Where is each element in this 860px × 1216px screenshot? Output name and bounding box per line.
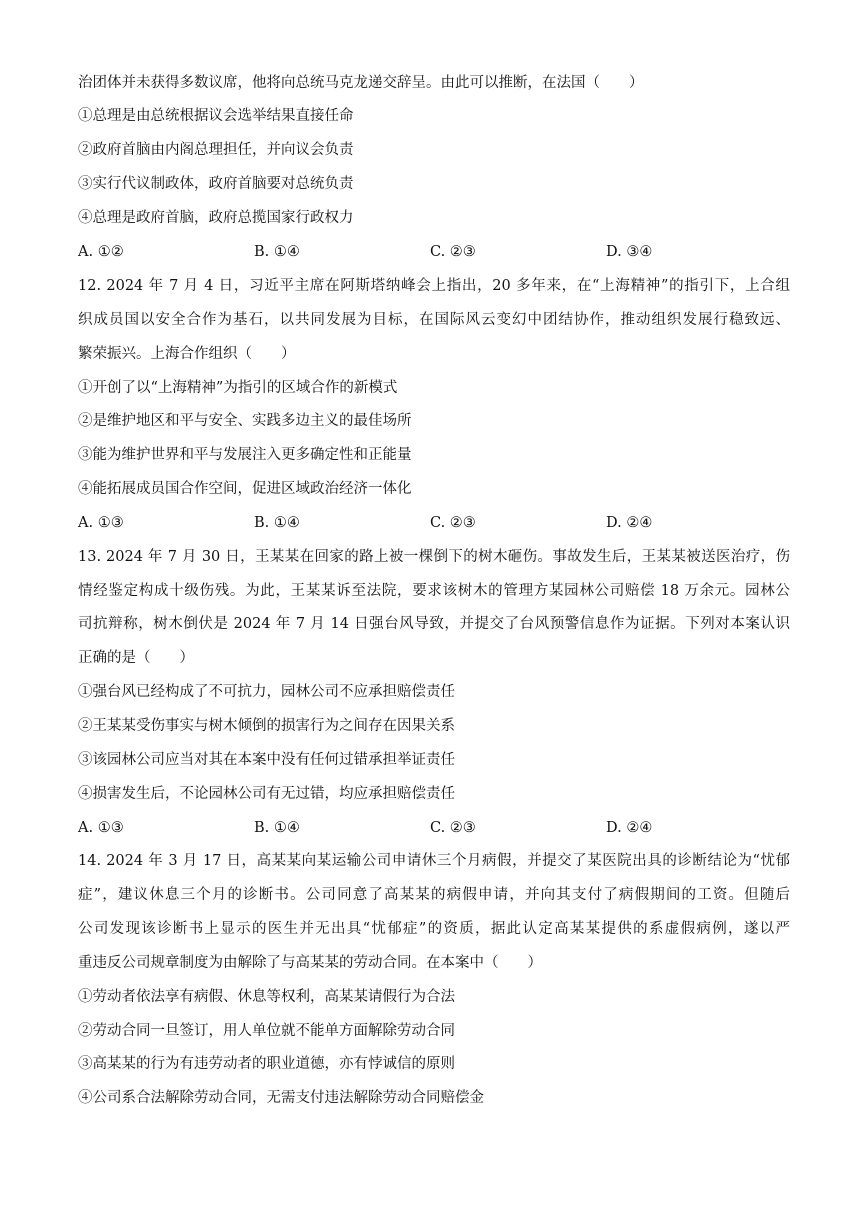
q11-statement-1: ①总理是由总统根据议会选举结果直接任命	[78, 108, 354, 124]
q11-option-c: C. ②③	[430, 244, 476, 260]
q12-statement-3: ③能为维护世界和平与发展注入更多确定性和正能量	[78, 447, 412, 463]
q11-statement-2: ②政府首脑由内阁总理担任，并向议会负责	[78, 142, 354, 158]
q12-option-d: D. ②④	[606, 515, 653, 531]
q11-option-b: B. ①④	[254, 244, 300, 260]
q14-stem-line-1: 14. 2024 年 3 月 17 日，高某某向某运输公司申请休三个月病假，并提交了某医院出具的诊断结论为“忧郁	[78, 853, 790, 869]
q13-option-b: B. ①④	[254, 820, 300, 836]
q14-stem-line-2: 症”，建议休息三个月的诊断书。公司同意了高某某的病假申请，并向其支付了病假期间的工资。但随后	[78, 887, 790, 903]
q12-stem-line-2: 织成员国以安全合作为基石，以共同发展为目标，在国际风云变幻中团结协作，推动组织发展行稳致远、	[78, 312, 790, 328]
q13-option-c: C. ②③	[430, 820, 476, 836]
q13-statement-4: ④损害发生后，不论园林公司有无过错，均应承担赔偿责任	[78, 786, 455, 802]
q13-statement-1: ①强台风已经构成了不可抗力，园林公司不应承担赔偿责任	[78, 684, 455, 700]
q14-statement-2: ②劳动合同一旦签订，用人单位就不能单方面解除劳动合同	[78, 1023, 455, 1039]
q14-stem-line-3: 公司发现该诊断书上显示的医生并无出具“忧郁症”的资质，据此认定高某某提供的系虚假病例，遂以严	[78, 921, 790, 937]
q12-statement-1: ①开创了以“上海精神”为指引的区域合作的新模式	[78, 380, 398, 396]
q14-statement-3: ③高某某的行为有违劳动者的职业道德，亦有悖诚信的原则	[78, 1056, 455, 1072]
q11-statement-3: ③实行代议制政体，政府首脑要对总统负责	[78, 176, 354, 192]
q11-stem: 治团体并未获得多数议席，他将向总统马克龙递交辞呈。由此可以推断，在法国（ ）	[78, 75, 644, 91]
q13-statement-3: ③该园林公司应当对其在本案中没有任何过错承担举证责任	[78, 752, 455, 768]
q14-statement-1: ①劳动者依法享有病假、休息等权利，高某某请假行为合法	[78, 989, 455, 1005]
q11-option-d: D. ③④	[606, 244, 653, 260]
q11-statement-4: ④总理是政府首脑，政府总揽国家行政权力	[78, 210, 354, 226]
q12-option-a: A. ①③	[78, 515, 124, 531]
q13-stem-line-2: 情经鉴定构成十级伤残。为此，王某某诉至法院，要求该树木的管理方某园林公司赔偿 18 万余元。园林公	[78, 583, 790, 599]
q12-option-b: B. ①④	[254, 515, 300, 531]
q13-option-a: A. ①③	[78, 820, 124, 836]
q13-statement-2: ②王某某受伤事实与树木倾倒的损害行为之间存在因果关系	[78, 718, 455, 734]
q12-stem-line-1: 12. 2024 年 7 月 4 日，习近平主席在阿斯塔纳峰会上指出，20 多年来，在“上海精神”的指引下，上合组	[78, 278, 790, 294]
q13-stem-line-3: 司抗辩称，树木倒伏是 2024 年 7 月 14 日强台风导致，并提交了台风预警信息作为证据。下列对本案认识	[78, 616, 790, 632]
q12-stem-line-3: 繁荣振兴。上海合作组织（ ）	[78, 346, 296, 362]
q14-stem-line-4: 重违反公司规章制度为由解除了与高某某的劳动合同。在本案中（ ）	[78, 955, 542, 971]
q13-stem-line-1: 13. 2024 年 7 月 30 日，王某某在回家的路上被一棵倒下的树木砸伤。事故发生后，王某某被送医治疗，伤	[78, 549, 790, 565]
q13-option-d: D. ②④	[606, 820, 653, 836]
q12-statement-4: ④能拓展成员国合作空间，促进区域政治经济一体化	[78, 481, 412, 497]
q12-option-c: C. ②③	[430, 515, 476, 531]
q13-stem-line-4: 正确的是（ ）	[78, 650, 194, 666]
q12-statement-2: ②是维护地区和平与安全、实践多边主义的最佳场所	[78, 413, 412, 429]
q11-option-a: A. ①②	[78, 244, 124, 260]
q14-statement-4: ④公司系合法解除劳动合同，无需支付违法解除劳动合同赔偿金	[78, 1090, 484, 1106]
